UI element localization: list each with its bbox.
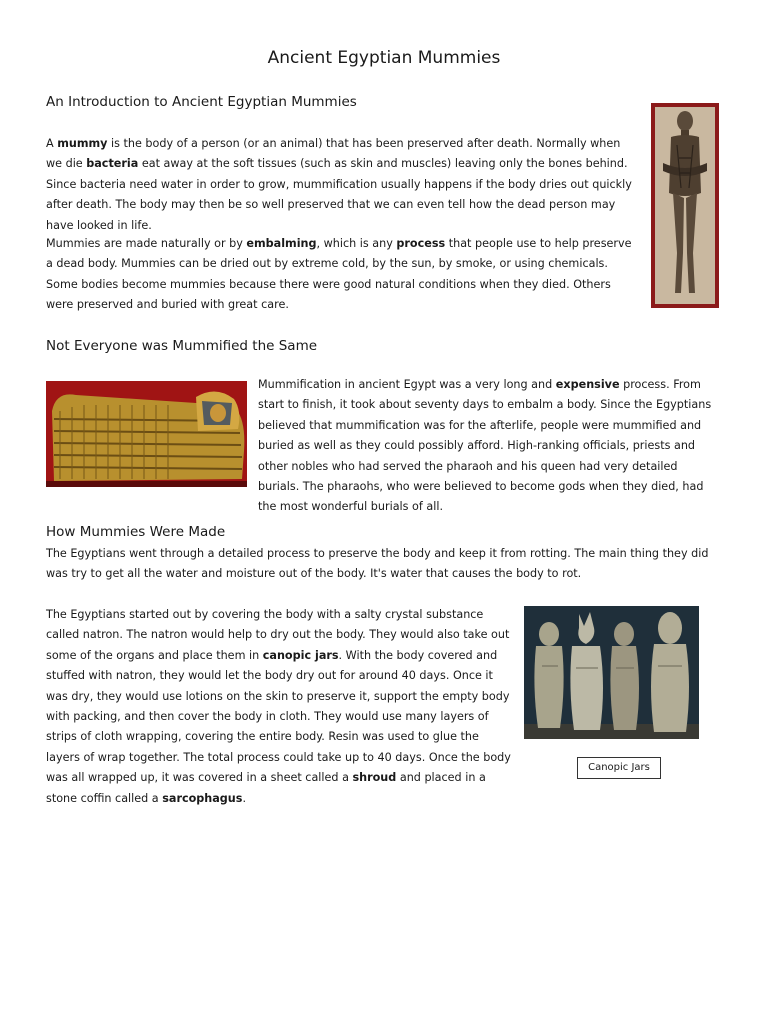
keyword-shroud: shroud bbox=[352, 771, 397, 785]
keyword-mummy: mummy bbox=[57, 137, 108, 150]
canopic-jars-caption: Canopic Jars bbox=[577, 757, 661, 779]
not-everyone-paragraph: Mummification in ancient Egypt was a very long and expensive process. From start to finish, it took about seventy days to embalm a body. Since the Egyptians believed that mummification was for the afterlife, people were mummified and buried as well as they could possibly afford. High-ranking officials, priests and other nobles who had served the pharaoh and his queen had very detailed burials. The pharaohs, who were believed to become gods when they died, had the most wonderful burials of all. bbox=[258, 378, 712, 514]
keyword-process: process bbox=[396, 237, 446, 250]
mummy-photo bbox=[651, 103, 719, 308]
keyword-bacteria: bacteria bbox=[86, 157, 139, 171]
intro-paragraph-1: A mummy is the body of a person (or an animal) that has been preserved after death. Normally when we die bacteria eat away at the soft tissues (such as skin and muscles) leaving only the bones behind. Since bacteria need water in order to grow, mummification usually happens if the body dries out quickly after death. The body may then be so well preserved that we can even tell how the dead person may have looked in life. bbox=[46, 137, 632, 232]
keyword-expensive: expensive bbox=[555, 378, 620, 391]
page-title: Ancient Egyptian Mummies bbox=[267, 48, 501, 68]
how-made-paragraph-1: The Egyptians went through a detailed process to preserve the body and keep it from rotting. The main thing they did was try to get all the water and moisture out of the body. It's water that causes the body to rot. bbox=[46, 547, 709, 581]
not-everyone-heading: Not Everyone was Mummified the Same bbox=[46, 338, 318, 354]
keyword-embalming: embalming bbox=[246, 237, 317, 250]
how-made-heading: How Mummies Were Made bbox=[46, 524, 226, 540]
coffin-photo bbox=[46, 381, 247, 487]
keyword-sarcophagus: sarcophagus bbox=[162, 791, 243, 805]
intro-heading: An Introduction to Ancient Egyptian Mummies bbox=[46, 94, 357, 110]
keyword-canopic-jars: canopic jars bbox=[262, 648, 339, 662]
how-made-paragraph-2: The Egyptians started out by covering the body with a salty crystal substance called natron. The natron would help to dry out the body. They would also take out some of the organs and place them in canopic jars. With the body covered and stuffed with natron, they would let the body dry out for around 40 days. Once it was dry, they would use lotions on the skin to preserve it, support the empty body with packing, and then cover the body in cloth. They would use many layers of strips of cloth wrapping, covering the entire body. Resin was used to glue the layers of wrap together. The total process could take up to 40 days. Once the body was all wrapped up, it was covered in a sheet called a shroud and placed in a stone coffin called a sarcophagus. bbox=[46, 608, 511, 805]
canopic-jars-photo bbox=[524, 606, 699, 739]
intro-paragraph-2: Mummies are made naturally or by embalming, which is any process that people use to help preserve a dead body. Mummies can be dried out by extreme cold, by the sun, by smoke, or using chemicals. Some bodies become mummies because there were good natural conditions when they died. Others were preserved and buried with great care. bbox=[46, 237, 632, 312]
